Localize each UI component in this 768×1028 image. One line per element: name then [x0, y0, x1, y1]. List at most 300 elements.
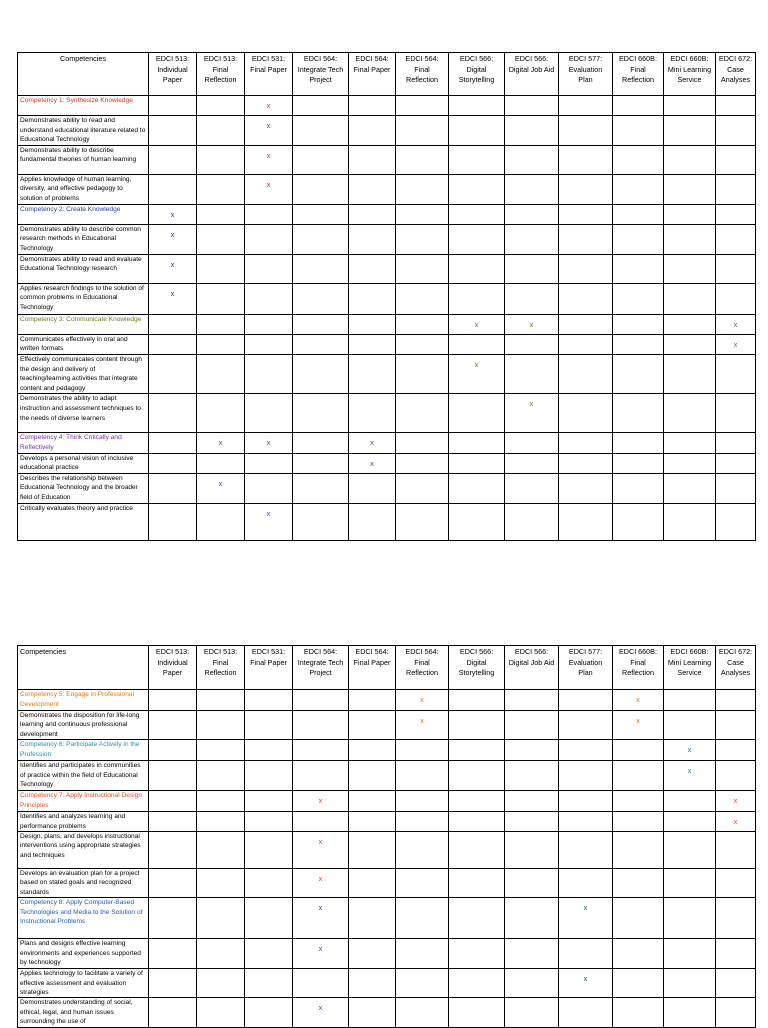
alignment-mark-cell	[559, 283, 613, 314]
alignment-mark-cell	[613, 812, 664, 832]
alignment-mark-cell	[149, 690, 197, 711]
alignment-mark-cell	[505, 503, 559, 540]
alignment-mark-cell	[349, 832, 396, 869]
alignment-mark-cell	[293, 116, 349, 146]
alignment-mark-cell	[293, 740, 349, 761]
alignment-mark-cell	[245, 832, 293, 869]
alignment-mark-cell: x	[149, 254, 197, 283]
indicator-row	[18, 174, 756, 204]
alignment-mark-cell	[664, 116, 716, 146]
alignment-mark-cell	[293, 711, 349, 740]
alignment-mark-cell	[613, 898, 664, 939]
alignment-mark-cell: x	[245, 145, 293, 174]
alignment-mark-cell	[149, 453, 197, 473]
alignment-mark-cell	[293, 453, 349, 473]
alignment-mark-cell: x	[149, 204, 197, 224]
alignment-mark-cell: x	[664, 740, 716, 761]
alignment-mark-cell	[505, 898, 559, 939]
alignment-mark-cell	[664, 334, 716, 354]
alignment-mark-cell	[349, 690, 396, 711]
assignment-column-header: EDCI 672: Case Analyses	[716, 53, 756, 96]
alignment-mark-cell	[293, 433, 349, 453]
alignment-mark-cell	[449, 690, 505, 711]
alignment-mark-cell	[716, 96, 756, 116]
indicator-text: Demonstrates ability to describe common research methods in Educational Technology	[18, 224, 149, 254]
alignment-mark-cell	[197, 394, 245, 433]
alignment-mark-cell	[449, 96, 505, 116]
alignment-mark-cell	[716, 224, 756, 254]
competency-title: Competency 2: Create Knowledge	[18, 204, 149, 224]
indicator-row	[18, 334, 756, 354]
alignment-mark-cell	[559, 791, 613, 812]
alignment-mark-cell	[149, 314, 197, 334]
alignment-mark-cell	[559, 761, 613, 791]
alignment-mark-cell	[505, 969, 559, 998]
competencies-column-header: Competencies	[18, 53, 149, 96]
alignment-mark-cell: x	[449, 354, 505, 393]
alignment-mark-cell	[664, 433, 716, 453]
competency-title: Competency 4: Think Critically and Reflectively	[18, 433, 149, 453]
alignment-mark-cell	[613, 791, 664, 812]
alignment-mark-cell	[349, 869, 396, 898]
alignment-mark-cell	[716, 116, 756, 146]
alignment-mark-cell	[449, 998, 505, 1027]
alignment-mark-cell	[293, 503, 349, 540]
alignment-mark-cell: x	[293, 869, 349, 898]
competency-title: Competency 5: Engage in Professional Development	[18, 690, 149, 711]
alignment-mark-cell	[245, 283, 293, 314]
indicator-text: Applies research findings to the solution of common problems in Educational Technology	[18, 283, 149, 314]
alignment-mark-cell	[245, 898, 293, 939]
alignment-mark-cell	[505, 711, 559, 740]
alignment-mark-cell	[613, 394, 664, 433]
alignment-mark-cell	[349, 174, 396, 204]
alignment-mark-cell: x	[664, 761, 716, 791]
alignment-mark-cell: x	[293, 832, 349, 869]
alignment-mark-cell: x	[505, 394, 559, 433]
alignment-mark-cell	[349, 145, 396, 174]
alignment-mark-cell	[664, 354, 716, 393]
alignment-mark-cell	[559, 812, 613, 832]
indicator-text: Effectively communicates content through the design and delivery of teaching/learning activities that integrate content and pedagogy	[18, 354, 149, 393]
alignment-mark-cell	[716, 394, 756, 433]
indicator-text: Applies knowledge of human learning, diversity, and effective pedagogy to solution of problems	[18, 174, 149, 204]
alignment-mark-cell	[559, 740, 613, 761]
alignment-mark-cell	[149, 503, 197, 540]
alignment-mark-cell	[349, 761, 396, 791]
alignment-mark-cell: x	[559, 898, 613, 939]
alignment-mark-cell	[505, 433, 559, 453]
alignment-mark-cell	[197, 453, 245, 473]
alignment-mark-cell	[664, 473, 716, 503]
competency-row	[18, 314, 756, 334]
alignment-mark-cell	[559, 503, 613, 540]
alignment-mark-cell	[197, 283, 245, 314]
alignment-mark-cell	[149, 939, 197, 969]
alignment-mark-cell	[664, 869, 716, 898]
alignment-mark-cell	[449, 394, 505, 433]
alignment-mark-cell	[396, 354, 449, 393]
alignment-mark-cell: x	[396, 711, 449, 740]
alignment-mark-cell	[149, 998, 197, 1027]
competency-matrix-table-1	[17, 52, 756, 541]
alignment-mark-cell	[505, 998, 559, 1027]
competency-title: Competency 1: Synthesize Knowledge	[18, 96, 149, 116]
indicator-row	[18, 224, 756, 254]
alignment-mark-cell	[449, 433, 505, 453]
assignment-column-header: EDCI 660B: Mini Learning Service	[664, 646, 716, 690]
alignment-mark-cell	[613, 145, 664, 174]
alignment-mark-cell	[245, 334, 293, 354]
alignment-mark-cell	[716, 832, 756, 869]
alignment-mark-cell	[664, 939, 716, 969]
alignment-mark-cell: x	[449, 314, 505, 334]
alignment-mark-cell	[449, 116, 505, 146]
alignment-mark-cell	[197, 224, 245, 254]
alignment-mark-cell	[505, 283, 559, 314]
alignment-mark-cell	[559, 998, 613, 1027]
alignment-mark-cell	[149, 832, 197, 869]
alignment-mark-cell	[664, 283, 716, 314]
alignment-mark-cell	[449, 869, 505, 898]
alignment-mark-cell	[559, 224, 613, 254]
alignment-mark-cell	[293, 969, 349, 998]
indicator-row	[18, 812, 756, 832]
alignment-mark-cell	[716, 969, 756, 998]
indicator-row	[18, 254, 756, 283]
alignment-mark-cell	[505, 740, 559, 761]
indicator-text: Demonstrates the disposition for life-long learning and continuous professional development	[18, 711, 149, 740]
alignment-mark-cell: x	[293, 998, 349, 1027]
alignment-mark-cell	[449, 254, 505, 283]
indicator-row	[18, 998, 756, 1027]
alignment-mark-cell	[559, 334, 613, 354]
alignment-mark-cell	[505, 224, 559, 254]
alignment-mark-cell	[613, 96, 664, 116]
alignment-mark-cell	[149, 354, 197, 393]
alignment-mark-cell: x	[245, 433, 293, 453]
alignment-mark-cell	[613, 939, 664, 969]
alignment-mark-cell	[396, 869, 449, 898]
alignment-mark-cell	[664, 791, 716, 812]
indicator-row	[18, 116, 756, 146]
assignment-column-header: EDCI 564: Integrate Tech Project	[293, 53, 349, 96]
alignment-mark-cell	[449, 969, 505, 998]
alignment-mark-cell	[559, 939, 613, 969]
alignment-mark-cell	[149, 145, 197, 174]
competency-row	[18, 204, 756, 224]
indicator-text: Applies technology to facilitate a variety of effective assessment and evaluation strategies	[18, 969, 149, 998]
alignment-mark-cell	[245, 690, 293, 711]
alignment-mark-cell	[245, 354, 293, 393]
alignment-mark-cell	[245, 812, 293, 832]
alignment-mark-cell	[449, 832, 505, 869]
alignment-mark-cell	[613, 116, 664, 146]
alignment-mark-cell	[293, 761, 349, 791]
alignment-mark-cell: x	[245, 174, 293, 204]
alignment-mark-cell: x	[245, 96, 293, 116]
alignment-mark-cell	[197, 832, 245, 869]
assignment-column-header: EDCI 513: Individual Paper	[149, 53, 197, 96]
indicator-row	[18, 453, 756, 473]
alignment-mark-cell	[613, 283, 664, 314]
alignment-mark-cell	[716, 433, 756, 453]
assignment-column-header: EDCI 564: Final Reflection	[396, 53, 449, 96]
alignment-mark-cell	[197, 812, 245, 832]
alignment-mark-cell	[716, 145, 756, 174]
alignment-mark-cell: x	[245, 503, 293, 540]
competency-title: Competency 7: Apply Instructional Design Principles	[18, 791, 149, 812]
alignment-mark-cell	[396, 832, 449, 869]
alignment-mark-cell	[396, 791, 449, 812]
alignment-mark-cell	[293, 283, 349, 314]
alignment-mark-cell	[349, 314, 396, 334]
alignment-mark-cell	[396, 254, 449, 283]
alignment-mark-cell	[245, 224, 293, 254]
alignment-mark-cell	[396, 740, 449, 761]
alignment-mark-cell	[245, 791, 293, 812]
alignment-mark-cell	[559, 254, 613, 283]
alignment-mark-cell	[396, 174, 449, 204]
assignment-column-header: EDCI 566: Digital Job Aid	[505, 53, 559, 96]
competency-title: Competency 8: Apply Computer-Based Technologies and Media to the Solution of Instructional Problems	[18, 898, 149, 939]
alignment-mark-cell	[293, 812, 349, 832]
indicator-row	[18, 354, 756, 393]
indicator-row	[18, 503, 756, 540]
alignment-mark-cell	[559, 96, 613, 116]
alignment-mark-cell	[449, 711, 505, 740]
alignment-mark-cell	[349, 503, 396, 540]
alignment-mark-cell	[149, 761, 197, 791]
assignment-column-header: EDCI 672: Case Analyses	[716, 646, 756, 690]
alignment-mark-cell	[349, 939, 396, 969]
alignment-mark-cell	[613, 969, 664, 998]
alignment-mark-cell	[716, 869, 756, 898]
assignment-column-header: EDCI 566: Digital Storytelling	[449, 53, 505, 96]
competency-row	[18, 96, 756, 116]
alignment-mark-cell	[559, 711, 613, 740]
alignment-mark-cell	[245, 314, 293, 334]
alignment-mark-cell	[197, 314, 245, 334]
alignment-mark-cell	[505, 473, 559, 503]
assignment-column-header: EDCI 577: Evaluation Plan	[559, 53, 613, 96]
alignment-mark-cell	[396, 145, 449, 174]
competency-title: Competency 3: Communicate Knowledge	[18, 314, 149, 334]
assignment-column-header: EDCI 577: Evaluation Plan	[559, 646, 613, 690]
alignment-mark-cell	[396, 433, 449, 453]
alignment-mark-cell	[396, 761, 449, 791]
alignment-mark-cell: x	[149, 283, 197, 314]
assignment-column-header: EDCI 660B: Final Reflection	[613, 646, 664, 690]
alignment-mark-cell	[505, 812, 559, 832]
alignment-mark-cell	[613, 453, 664, 473]
alignment-mark-cell	[149, 394, 197, 433]
alignment-mark-cell	[197, 204, 245, 224]
alignment-mark-cell	[349, 969, 396, 998]
indicator-text: Plans and designs effective learning environments and experiences supported by technology	[18, 939, 149, 969]
alignment-mark-cell	[245, 711, 293, 740]
assignment-column-header: EDCI 566: Digital Storytelling	[449, 646, 505, 690]
alignment-mark-cell	[664, 204, 716, 224]
assignment-column-header: EDCI 513: Final Reflection	[197, 53, 245, 96]
indicator-row	[18, 832, 756, 869]
alignment-mark-cell	[613, 503, 664, 540]
alignment-mark-cell	[197, 334, 245, 354]
alignment-mark-cell	[396, 969, 449, 998]
alignment-mark-cell: x	[149, 224, 197, 254]
alignment-mark-cell	[349, 334, 396, 354]
alignment-mark-cell	[505, 453, 559, 473]
alignment-mark-cell	[716, 740, 756, 761]
alignment-mark-cell	[197, 791, 245, 812]
indicator-row	[18, 939, 756, 969]
alignment-mark-cell	[716, 283, 756, 314]
alignment-mark-cell	[396, 812, 449, 832]
alignment-mark-cell	[664, 690, 716, 711]
alignment-mark-cell	[349, 96, 396, 116]
alignment-mark-cell	[149, 740, 197, 761]
alignment-mark-cell	[349, 283, 396, 314]
alignment-mark-cell	[349, 473, 396, 503]
alignment-mark-cell	[449, 939, 505, 969]
alignment-mark-cell	[197, 998, 245, 1027]
alignment-mark-cell	[149, 869, 197, 898]
alignment-mark-cell	[559, 145, 613, 174]
alignment-mark-cell: x	[716, 791, 756, 812]
alignment-mark-cell: x	[716, 812, 756, 832]
indicator-row	[18, 711, 756, 740]
alignment-mark-cell	[293, 354, 349, 393]
alignment-mark-cell	[613, 998, 664, 1027]
assignment-column-header: EDCI 660B: Final Reflection	[613, 53, 664, 96]
alignment-mark-cell: x	[505, 314, 559, 334]
alignment-mark-cell	[396, 394, 449, 433]
alignment-mark-cell	[197, 869, 245, 898]
alignment-mark-cell	[197, 254, 245, 283]
alignment-mark-cell	[349, 898, 396, 939]
alignment-mark-cell	[559, 394, 613, 433]
alignment-mark-cell	[613, 761, 664, 791]
alignment-mark-cell	[664, 96, 716, 116]
competency-row	[18, 898, 756, 939]
alignment-mark-cell	[293, 314, 349, 334]
alignment-mark-cell	[149, 812, 197, 832]
alignment-mark-cell	[664, 812, 716, 832]
alignment-mark-cell	[197, 116, 245, 146]
alignment-mark-cell	[664, 998, 716, 1027]
alignment-mark-cell	[559, 354, 613, 393]
alignment-mark-cell	[505, 690, 559, 711]
alignment-mark-cell	[197, 761, 245, 791]
assignment-column-header: EDCI 564: Final Reflection	[396, 646, 449, 690]
alignment-mark-cell	[245, 969, 293, 998]
alignment-mark-cell	[349, 254, 396, 283]
alignment-mark-cell	[613, 354, 664, 393]
alignment-mark-cell	[505, 204, 559, 224]
alignment-mark-cell	[716, 473, 756, 503]
alignment-mark-cell	[396, 503, 449, 540]
alignment-mark-cell	[396, 96, 449, 116]
alignment-mark-cell	[505, 254, 559, 283]
alignment-mark-cell	[293, 224, 349, 254]
alignment-mark-cell	[349, 791, 396, 812]
indicator-row	[18, 283, 756, 314]
alignment-mark-cell: x	[293, 791, 349, 812]
indicator-text: Demonstrates ability to describe fundamental theories of human learning	[18, 145, 149, 174]
alignment-mark-cell	[349, 812, 396, 832]
assignment-column-header: EDCI 660B: Mini Learning Service	[664, 53, 716, 96]
alignment-mark-cell: x	[716, 314, 756, 334]
alignment-mark-cell	[293, 394, 349, 433]
alignment-mark-cell	[245, 998, 293, 1027]
alignment-mark-cell	[197, 740, 245, 761]
alignment-mark-cell: x	[349, 433, 396, 453]
alignment-mark-cell	[664, 314, 716, 334]
indicator-row	[18, 394, 756, 433]
alignment-mark-cell	[664, 503, 716, 540]
alignment-mark-cell	[245, 869, 293, 898]
alignment-mark-cell	[505, 334, 559, 354]
alignment-mark-cell	[559, 690, 613, 711]
indicator-text: Describes the relationship between Educational Technology and the broader field of Education	[18, 473, 149, 503]
alignment-mark-cell	[449, 453, 505, 473]
alignment-mark-cell: x	[197, 433, 245, 453]
alignment-mark-cell	[716, 453, 756, 473]
alignment-mark-cell	[396, 998, 449, 1027]
alignment-mark-cell	[716, 204, 756, 224]
indicator-text: Design, plans, and develops instructional interventions using appropriate strategies and techniques	[18, 832, 149, 869]
alignment-mark-cell	[293, 473, 349, 503]
indicator-text: Critically evaluates theory and practice	[18, 503, 149, 540]
alignment-mark-cell	[613, 314, 664, 334]
alignment-mark-cell	[197, 96, 245, 116]
competency-matrix-table-2	[17, 645, 756, 1028]
alignment-mark-cell	[664, 711, 716, 740]
alignment-mark-cell	[293, 334, 349, 354]
alignment-mark-cell	[559, 204, 613, 224]
alignment-mark-cell	[349, 204, 396, 224]
alignment-mark-cell: x	[613, 711, 664, 740]
alignment-mark-cell	[293, 174, 349, 204]
alignment-mark-cell	[559, 869, 613, 898]
assignment-column-header: EDCI 513: Individual Paper	[149, 646, 197, 690]
alignment-mark-cell	[449, 283, 505, 314]
alignment-mark-cell: x	[396, 690, 449, 711]
alignment-mark-cell	[716, 503, 756, 540]
indicator-text: Demonstrates the ability to adapt instruction and assessment techniques to the needs of diverse learners	[18, 394, 149, 433]
alignment-mark-cell	[613, 433, 664, 453]
indicator-text: Identifies and participates in communities of practice within the field of Educational Technology	[18, 761, 149, 791]
competencies-column-header: Competencies	[18, 646, 149, 690]
alignment-mark-cell	[559, 116, 613, 146]
alignment-mark-cell	[396, 116, 449, 146]
alignment-mark-cell	[505, 354, 559, 393]
alignment-mark-cell	[716, 761, 756, 791]
alignment-mark-cell: x	[245, 116, 293, 146]
alignment-mark-cell	[245, 204, 293, 224]
alignment-mark-cell: x	[349, 453, 396, 473]
alignment-mark-cell	[559, 174, 613, 204]
alignment-mark-cell	[716, 939, 756, 969]
alignment-mark-cell	[396, 898, 449, 939]
alignment-mark-cell	[149, 791, 197, 812]
alignment-mark-cell	[349, 116, 396, 146]
alignment-mark-cell	[149, 334, 197, 354]
alignment-mark-cell	[664, 145, 716, 174]
alignment-mark-cell	[505, 145, 559, 174]
indicator-text: Demonstrates understanding of social, ethical, legal, and human issues surrounding the use of	[18, 998, 149, 1027]
alignment-mark-cell	[613, 224, 664, 254]
